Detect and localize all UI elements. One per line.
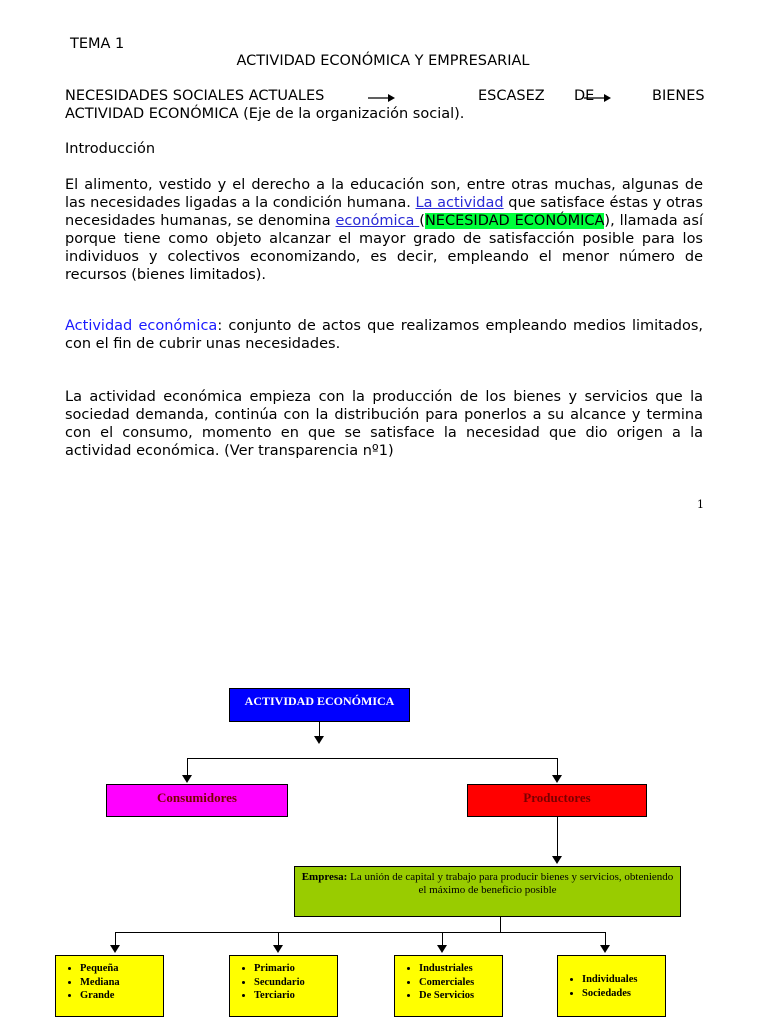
list-item: • Mediana bbox=[80, 976, 163, 990]
empresa-label: Empresa: bbox=[301, 871, 348, 883]
arrow-down-icon bbox=[437, 945, 448, 954]
connector-line bbox=[557, 758, 558, 776]
flow-right-text: BIENES bbox=[652, 88, 705, 104]
intro-heading: Introducción bbox=[65, 141, 156, 157]
box-actividad bbox=[394, 955, 503, 1017]
arrow-down-icon bbox=[110, 945, 121, 954]
arrow-down-icon bbox=[600, 945, 611, 954]
list-item: • Industriales bbox=[419, 962, 502, 976]
connector-line bbox=[442, 932, 443, 946]
p1-text-c: ( bbox=[419, 213, 425, 229]
connector-line bbox=[187, 758, 188, 776]
link-la-actividad[interactable]: La actividad bbox=[415, 195, 504, 211]
flow-mid-text: ESCASEZ bbox=[478, 88, 545, 104]
arrow-right-icon-2 bbox=[582, 90, 612, 104]
intro-paragraph-2 bbox=[65, 317, 703, 353]
p1-text-a: El alimento, vestido y el derecho a la educación son, entre otras muchas, algunas de las necesidades ligadas a la condición humana. bbox=[65, 177, 703, 211]
intro-paragraph-3: La actividad económica empieza con la producción de los bienes y servicios que la sociedad demanda, continúa con la distribución para ponerlos a su alcance y termina con el consumo, momento en que se satisface la necesidad que dio origen a la actividad económica. (Ver transparencia nº1) bbox=[65, 389, 703, 459]
list-item: • Terciario bbox=[254, 989, 337, 1003]
connector-line bbox=[115, 932, 116, 946]
arrow-down-icon bbox=[182, 775, 193, 784]
highlight-necesidad-economica: NECESIDAD ECONÓMICA bbox=[424, 213, 605, 229]
list-item: • De Servicios bbox=[419, 989, 502, 1003]
box-forma-juridica bbox=[557, 955, 666, 1017]
connector-line bbox=[605, 932, 606, 946]
box-productores: Productores bbox=[467, 784, 647, 817]
list-item: • Pequeña bbox=[80, 962, 163, 976]
term-actividad-economica: Actividad económica bbox=[65, 318, 218, 334]
connector-line bbox=[115, 932, 606, 933]
connector-line bbox=[500, 917, 501, 932]
box-tamano bbox=[55, 955, 164, 1017]
p2-text: : conjunto de actos que realizamos empleando medios limitados, con el fin de cubrir unas necesidades. bbox=[65, 318, 703, 352]
connector-line bbox=[278, 932, 279, 946]
box-sector bbox=[229, 955, 338, 1017]
box-actividad-economica: ACTIVIDAD ECONÓMICA bbox=[229, 688, 410, 722]
document-title-text: ACTIVIDAD ECONÓMICA Y EMPRESARIAL bbox=[236, 53, 530, 69]
empresa-text: La unión de capital y trabajo para producir bienes y servicios, obteniendo el máximo de beneficio posible bbox=[347, 871, 674, 896]
box-consumidores: Consumidores bbox=[106, 784, 288, 817]
p1-text-b: que satisface éstas y otras necesidades humanas, se denomina bbox=[65, 195, 703, 229]
flow-left-text: NECESIDADES SOCIALES ACTUALES bbox=[65, 88, 325, 104]
flow-second-line: ACTIVIDAD ECONÓMICA (Eje de la organización social). bbox=[65, 106, 465, 122]
link-economica[interactable]: económica bbox=[335, 213, 420, 229]
flow-de-text: DE bbox=[574, 88, 595, 104]
connector-line bbox=[557, 817, 558, 857]
arrow-down-icon bbox=[552, 775, 563, 784]
list-item: • Sociedades bbox=[582, 987, 665, 1001]
arrow-down-icon bbox=[314, 736, 325, 745]
intro-paragraph-1 bbox=[65, 176, 703, 284]
box-empresa bbox=[294, 866, 681, 917]
list-item: • Secundario bbox=[254, 976, 337, 990]
document-title bbox=[0, 52, 768, 70]
list-item: • Grande bbox=[80, 989, 163, 1003]
connector-line bbox=[187, 758, 558, 759]
tema-label: TEMA 1 bbox=[70, 36, 125, 52]
list-item: • Primario bbox=[254, 962, 337, 976]
arrow-down-icon bbox=[552, 856, 563, 865]
arrow-down-icon bbox=[273, 945, 284, 954]
arrow-right-icon bbox=[366, 90, 396, 104]
p1-text-d: ), llamada así porque tiene como objeto alcanzar el mayor grado de satisfacción posible para los individuos y colectivos economizando, es decir, empleando el menor número de recursos (bienes limitados). bbox=[65, 213, 703, 283]
list-item: • Comerciales bbox=[419, 976, 502, 990]
page-number: 1 bbox=[697, 498, 704, 511]
list-item: • Individuales bbox=[582, 973, 665, 987]
